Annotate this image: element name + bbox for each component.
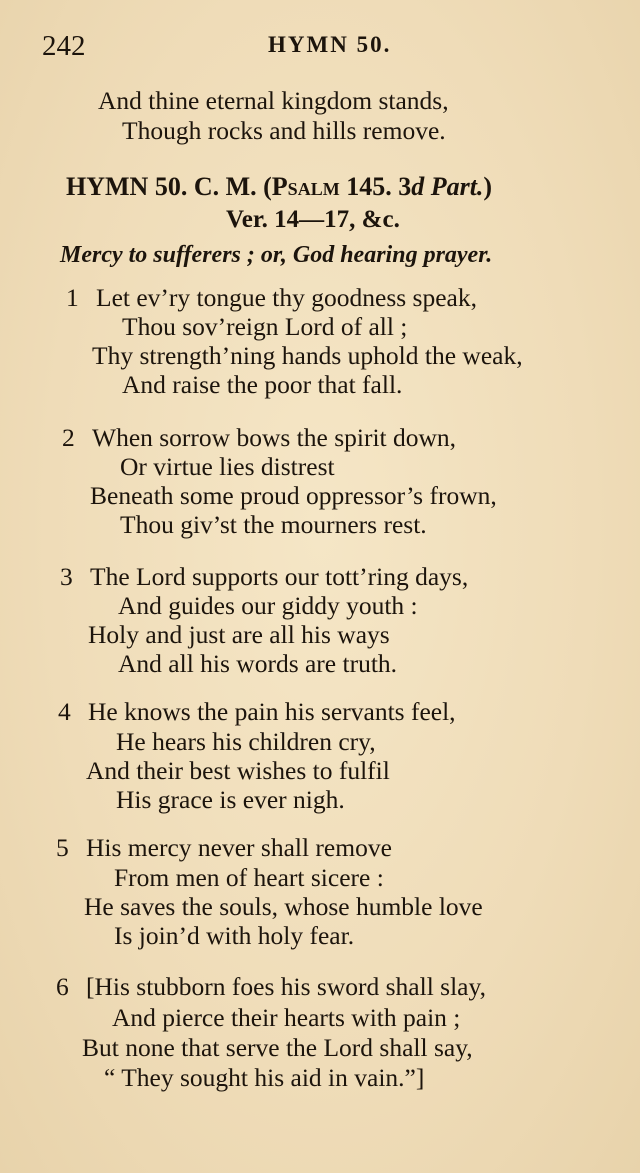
verse-number: 5 [56,833,69,862]
verse-1-line-2: Thou sov’reign Lord of all ; [122,312,408,341]
page-number: 242 [42,30,86,62]
verse-line-text: When sorrow bows the spirit down, [92,423,457,452]
verse-1-line-1 [66,283,477,313]
verse-number: 3 [60,562,73,591]
verse-6-line-2: And pierce their hearts with pain ; [112,1003,461,1032]
hymn-heading-psalm: Psalm [271,172,340,201]
verse-2-line-4: Thou giv’st the mourners rest. [120,510,427,539]
verse-3-line-2: And guides our giddy youth : [118,591,418,620]
verse-3-line-3: Holy and just are all his ways [88,620,390,649]
verse-4-line-1 [58,697,456,727]
verse-5-line-1 [56,833,392,863]
verse-number: 6 [56,972,69,1001]
hymn-heading-close: ) [483,172,493,201]
hymn-heading [66,172,492,202]
verse-3-line-4: And all his words are truth. [118,649,398,678]
verse-5-line-3: He saves the souls, whose humble love [84,892,483,921]
running-head [0,30,640,70]
verse-4-line-4: His grace is ever nigh. [116,785,345,814]
verse-number: 4 [58,697,71,726]
verse-line-text: [His stubborn foes his sword shall slay, [86,972,486,1001]
hymn-heading-part: Part. [424,172,484,201]
verse-2-line-1 [62,423,456,453]
running-title: HYMN 50. [268,32,392,57]
verse-2-line-2: Or virtue lies distrest [120,452,335,481]
verse-line-text: Let ev’ry tongue thy goodness speak, [96,283,477,312]
verse-number: 2 [62,423,75,452]
hymn-heading-number: 145. 3 [339,172,412,201]
verse-2-line-3: Beneath some proud oppressor’s frown, [90,481,497,510]
verse-4-line-2: He hears his children cry, [116,727,376,756]
verse-line-text: The Lord supports our tott’ring days, [90,562,469,591]
verse-6-line-1 [56,972,486,1002]
verse-reference: Ver. 14—17, &c. [226,206,400,233]
verse-line-text: He knows the pain his servants feel, [88,697,456,726]
verse-3-line-1 [60,562,468,592]
hymn-heading-text: HYMN 50. C. M. ( [66,172,272,201]
verse-6-line-3: But none that serve the Lord shall say, [82,1033,473,1062]
verse-5-line-4: Is join’d with holy fear. [114,921,355,950]
verse-6-line-4: “ They sought his aid in vain.”] [104,1063,425,1092]
previous-hymn-line: Though rocks and hills remove. [122,116,446,145]
hymn-heading-ordinal: d [411,172,425,201]
previous-hymn-line: And thine eternal kingdom stands, [98,86,449,115]
verse-4-line-3: And their best wishes to fulfil [86,756,390,785]
verse-number: 1 [66,283,79,312]
verse-5-line-2: From men of heart sicere : [114,863,384,892]
hymn-subtitle: Mercy to sufferers ; or, God hearing prayer. [60,242,493,268]
verse-1-line-4: And raise the poor that fall. [122,370,403,399]
verse-line-text: His mercy never shall remove [86,833,392,862]
verse-1-line-3: Thy strength’ning hands uphold the weak, [92,341,523,370]
